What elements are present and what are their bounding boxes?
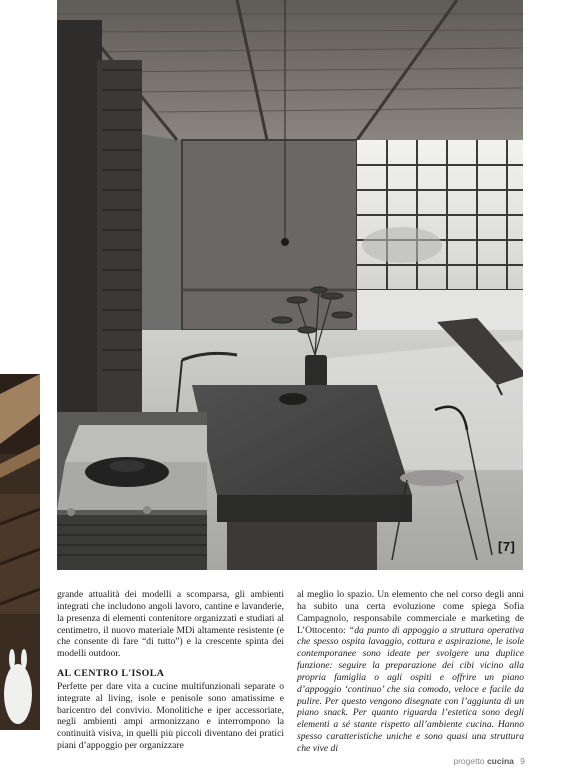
article-paragraph: Perfette per dare vita a cucine multifunzionali separate o integrate al living, isole e penisole sono amatissime e baricentro del convivio. Monolitiche e iper accessoriate, negli ambienti ampi armonizzano e interrompono la continuità visiva, in quelli più piccoli diventano dei pratici piani d’appoggio per organizzare xyxy=(57,680,284,752)
kitchen-island-photo xyxy=(57,0,523,570)
article-paragraph xyxy=(297,589,524,755)
photo-caption-number: [7] xyxy=(498,539,516,554)
page-number: 9 xyxy=(520,756,525,766)
page-footer xyxy=(430,756,525,766)
article-left-column xyxy=(57,589,284,752)
article-right-column xyxy=(297,589,524,755)
section-heading: AL CENTRO L'ISOLA xyxy=(57,668,165,680)
article-quote: “da punto di appoggio a struttura operativa che spesso ospita lavaggio, cottura e aspirazione, le isole contemporanee sono ideate per svolgere una duplice funzione: seguire la preparazione dei cibi vicino alla propria famiglia o agli ospiti e offrire un piano d’appoggio ‘continuo’ che sia comodo, veloce e facile da pulire. Per questo vengono disegnate con l’aggiunta di un piano snack. Per quanto riguarda l’estetica sono degli elementi a sé stante rispetto all’ambiente cucina. Hanno spesso caratteristiche uniche e sono quasi una struttura che vive di xyxy=(297,624,524,754)
article-paragraph: grande attualità dei modelli a scomparsa, gli ambienti integrati che includono angoli lavoro, cantine e lavanderie, la presenza di elementi contenitore organizzati e studiati al centimetro, il nuovo materiale MDi altamente resistente (e che consente di fare “di tutto”) e la crescente spinta dei modelli outdoor. xyxy=(57,589,284,660)
footer-brand: cucina xyxy=(486,756,514,766)
adjacent-page-photo xyxy=(0,374,40,730)
article-text: al meglio lo spazio. Un elemento che nel corso degli anni ha subito una certa evoluzione come spiega Sofia Campagnolo, responsabile commerciale e marketing de L’Ottocento: xyxy=(297,589,524,636)
footer-prefix: progetto xyxy=(453,756,485,766)
